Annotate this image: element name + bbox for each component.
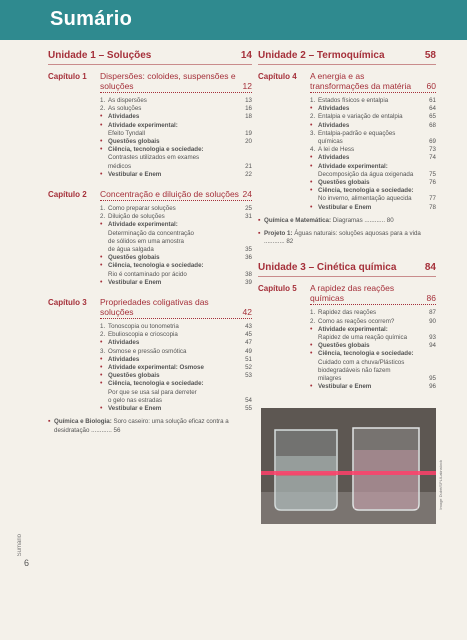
chapter-body (100, 71, 252, 179)
unit-1-chapters (48, 71, 252, 413)
subentry-page: 75 (429, 170, 436, 178)
toc-entry[interactable] (310, 326, 436, 334)
subentry-page: 19 (245, 129, 252, 137)
subentry-page: 35 (245, 246, 252, 254)
unit-3-page: 84 (424, 262, 436, 274)
toc-entry[interactable] (310, 163, 436, 171)
bullet-icon: • (310, 325, 313, 333)
extra-bold: Química e Biologia: (54, 418, 112, 426)
subentry-page: 77 (429, 195, 436, 203)
toc-subentry[interactable] (310, 359, 436, 367)
entry-page (250, 221, 252, 229)
entry-text: Questões globais (108, 254, 160, 262)
beakers-illustration (261, 408, 436, 524)
toc-left-column (48, 50, 252, 435)
extra-bold: Projeto 1: (264, 230, 293, 238)
toc-extra-quimica-matematica[interactable]: ▪ Química e Matemática: Diagramas ............ 80 (258, 216, 394, 224)
chapter-page: 42 (242, 307, 252, 318)
entry-text: Atividades (108, 355, 140, 363)
subentry-text: Por que se usa sal para derreter (108, 388, 197, 396)
entry-text: Rapidez das reações (318, 309, 377, 317)
toc-entry[interactable] (100, 122, 252, 130)
entry-text: Vestibular e Enem (108, 278, 162, 286)
entry-number: 2. (100, 331, 106, 339)
entry-number: 1. (310, 309, 316, 317)
toc-subentry[interactable] (310, 138, 436, 146)
entry-number: 3. (310, 129, 316, 137)
toc-entry[interactable] (100, 323, 252, 331)
entry-text: Atividades (108, 339, 140, 347)
unit-2-page: 58 (424, 50, 436, 61)
page-title: Sumário (50, 8, 133, 30)
entry-page: 61 (429, 97, 436, 104)
toc-entry[interactable] (310, 204, 436, 212)
toc-subentry[interactable] (100, 238, 252, 246)
entry-page: 52 (245, 364, 252, 372)
entry-page: 13 (245, 97, 252, 104)
chapter-label: Capítulo 3 (48, 298, 87, 308)
entry-page (434, 130, 436, 138)
entry-text: Ciência, tecnologia e sociedade: (318, 187, 414, 195)
entry-text: A lei de Hess (318, 146, 355, 154)
entry-page: 94 (429, 342, 436, 350)
entry-text: Tonoscopia ou tonometria (108, 323, 179, 331)
entry-page (434, 326, 436, 334)
entry-page: 47 (245, 339, 252, 347)
toc-entry[interactable] (310, 350, 436, 358)
bullet-icon: • (100, 262, 103, 270)
toc-extra-projeto-1[interactable]: ▪ Projeto 1: Águas naturais: soluções aquosas para a vida ............ 82 (258, 230, 421, 246)
subentry-page: 95 (429, 375, 436, 383)
subentry-text: Contrastes utilizados em exames (108, 154, 200, 162)
entry-number: 1. (100, 97, 106, 104)
chapter-page: 60 (426, 81, 436, 91)
entry-text: Vestibular e Enem (108, 170, 162, 178)
chapter-title: Concentração e diluição de soluções (100, 189, 239, 200)
subentry-text: de água salgada (108, 246, 154, 254)
chapter-title-link[interactable] (310, 283, 436, 305)
unit-2-label: Unidade 2 – Termoquímica (258, 50, 385, 61)
subentry-text: No inverno, alimentação aquecida (318, 195, 412, 203)
extra-page: 80 (386, 216, 394, 224)
toc-entry[interactable] (310, 179, 436, 187)
entry-page: 25 (245, 205, 252, 213)
toc-subentry[interactable] (310, 334, 436, 342)
entry-page: 87 (429, 309, 436, 317)
chapter-title: Dispersões: coloides, suspensões e soluções (100, 71, 236, 91)
entry-page: 36 (245, 254, 252, 262)
photo-credit: Image Dubè/SPL/Latinstock (438, 460, 443, 510)
entry-text: Vestibular e Enem (318, 203, 372, 211)
toc-entry[interactable] (310, 105, 436, 113)
subentry-page (250, 230, 252, 238)
entry-page: 22 (245, 170, 252, 178)
toc-entry[interactable] (100, 97, 252, 105)
entry-number: 2. (100, 105, 106, 113)
toc-entry[interactable] (310, 122, 436, 130)
subentry-text: Rio é contaminado por ácido (108, 270, 187, 278)
subentry-page: 54 (245, 396, 252, 404)
page-number: 6 (24, 558, 30, 568)
toc-entry[interactable] (310, 309, 436, 317)
bullet-icon: • (310, 203, 313, 211)
toc-entry[interactable] (100, 221, 252, 229)
entry-text: Atividade experimental: (108, 221, 178, 229)
entry-page: 78 (429, 203, 436, 211)
toc-right-column (258, 50, 436, 391)
unit-1-heading[interactable] (48, 50, 252, 65)
entry-text: As dispersões (108, 97, 147, 104)
chapter (258, 71, 436, 212)
entry-text: Atividades (318, 121, 350, 129)
entry-text: Como preparar soluções (108, 205, 176, 213)
entry-number: 1. (100, 205, 106, 213)
extra-page: 82 (286, 238, 294, 246)
chapter-label: Capítulo 5 (258, 284, 297, 294)
entry-text: Atividades (318, 105, 350, 113)
toc-subentry[interactable] (100, 389, 252, 397)
beaker-left (275, 430, 337, 510)
entry-text: Atividade experimental: (108, 121, 178, 129)
entry-number: 2. (310, 317, 316, 325)
entry-page: 96 (429, 383, 436, 391)
subentry-text: químicas (318, 138, 343, 146)
bullet-icon: • (100, 138, 103, 146)
toc-entry[interactable] (100, 213, 252, 221)
bullet-icon: • (100, 405, 103, 413)
toc-entry[interactable] (310, 342, 436, 350)
entry-number: 3. (100, 347, 106, 355)
toc-subentry[interactable] (100, 154, 252, 162)
toc-entry[interactable] (310, 318, 436, 326)
subentry-text: médicos (108, 162, 132, 170)
entry-text: Atividade experimental: (318, 162, 388, 170)
entry-text: Osmose e pressão osmótica (108, 347, 187, 355)
subentry-page (250, 389, 252, 397)
bullet-icon: • (310, 342, 313, 350)
entry-page: 20 (245, 138, 252, 146)
chapter-title-link[interactable] (100, 189, 252, 201)
subentry-text: biodegradáveis não fazem (318, 366, 391, 374)
entry-page: 65 (429, 113, 436, 121)
entry-text: Entalpia e variação de entalpia (318, 113, 403, 121)
toc-entry[interactable] (100, 205, 252, 213)
toc-subentry[interactable] (310, 195, 436, 203)
entry-text: Atividade experimental: Osmose (108, 364, 204, 372)
subentry-page: 93 (429, 334, 436, 342)
chapter-body (310, 283, 436, 391)
entry-number: 2. (310, 113, 316, 121)
toc-entry[interactable] (310, 97, 436, 105)
entry-text: Ciência, tecnologia e sociedade: (108, 146, 204, 154)
entry-page (434, 187, 436, 195)
bullet-icon: • (100, 355, 103, 363)
toc-entry[interactable] (100, 262, 252, 270)
chapter (258, 283, 436, 391)
bullet-icon: • (310, 179, 313, 187)
beakers-photo (261, 408, 436, 524)
entry-text: Atividades (108, 113, 140, 121)
toc-entry[interactable] (100, 331, 252, 339)
entry-page (434, 163, 436, 171)
entry-page: 31 (245, 213, 252, 221)
entry-number: 1. (310, 97, 316, 104)
bullet-icon: ▪ (258, 216, 261, 224)
subentry-text: de sólidos em uma amostra (108, 237, 185, 245)
subentry-page (250, 154, 252, 162)
toc-entry[interactable] (100, 405, 252, 413)
chapter-title-link[interactable] (100, 71, 252, 93)
extra-text: Diagramas (331, 216, 363, 224)
extra-bold: Química e Matemática: (264, 216, 332, 224)
toc-entry[interactable] (310, 113, 436, 121)
entry-page: 18 (245, 113, 252, 121)
unit-1-label: Unidade 1 – Soluções (48, 50, 152, 61)
chapter-body (310, 71, 436, 212)
entry-page (250, 262, 252, 270)
header-banner (0, 0, 467, 40)
subentry-text: Determinação da concentração (108, 229, 194, 237)
entry-text: Questões globais (108, 138, 160, 146)
subentry-page: 21 (245, 162, 252, 170)
toc-entry[interactable] (310, 130, 436, 138)
unit-3-label: Unidade 3 – Cinética química (258, 262, 397, 274)
entry-text: Ciência, tecnologia e sociedade: (318, 350, 414, 358)
entry-page: 16 (245, 105, 252, 113)
subentry-page: 38 (245, 270, 252, 278)
toc-subentry[interactable] (100, 230, 252, 238)
toc-subentry[interactable] (310, 375, 436, 383)
bullet-icon: • (310, 187, 313, 195)
entry-page: 68 (429, 121, 436, 129)
toc-entry[interactable] (310, 154, 436, 162)
entry-page: 55 (245, 405, 252, 413)
chapter-page: 86 (426, 293, 436, 304)
chapter-label: Capítulo 1 (48, 72, 87, 81)
bullet-icon: • (310, 383, 313, 391)
chapter-title-link[interactable] (100, 297, 252, 319)
entry-text: Vestibular e Enem (318, 383, 372, 391)
entry-text: Diluição de soluções (108, 213, 165, 221)
toc-extra-quimica-biologia[interactable]: ▪ Química e Biologia: Soro caseiro: uma solução eficaz contra a desidratação ............ 56 (48, 418, 229, 434)
bullet-icon: • (310, 350, 313, 358)
entry-page: 76 (429, 179, 436, 187)
toc-subentry[interactable] (100, 246, 252, 254)
toc-subentry[interactable] (100, 130, 252, 138)
subentry-text: Cuidado com a chuva/Plásticos (318, 358, 405, 366)
bullet-icon: • (100, 221, 103, 229)
toc-entry[interactable] (100, 146, 252, 154)
entry-text: Ebulioscopia e crioscopia (108, 331, 178, 339)
entry-page: 74 (429, 154, 436, 162)
bullet-icon: • (100, 121, 103, 129)
subentry-page: 69 (429, 138, 436, 146)
subentry-page (434, 367, 436, 375)
bullet-icon: • (100, 278, 103, 286)
subentry-text: milagres (318, 375, 342, 383)
chapter-body (100, 297, 252, 413)
bullet-icon: • (100, 113, 103, 121)
chapter-label: Capítulo 4 (258, 72, 297, 81)
chapter-page: 24 (242, 189, 252, 200)
toc-subentry[interactable] (310, 171, 436, 179)
chapter-body (100, 189, 252, 287)
subentry-text: Rapidez de uma reação química (318, 334, 408, 342)
entry-text: Vestibular e Enem (108, 405, 162, 413)
entry-page: 51 (245, 355, 252, 363)
toc-entry[interactable] (100, 138, 252, 146)
subentry-text: Efeito Tyndall (108, 129, 146, 137)
entry-number: 4. (310, 146, 316, 154)
entry-text: Questões globais (108, 372, 160, 380)
chapter-page: 12 (242, 81, 252, 91)
extra-text: Águas naturais: soluções aquosas para a vida (292, 230, 421, 238)
subentry-page (250, 238, 252, 246)
chapter-title: A energia e as transformações da matéria (310, 71, 412, 91)
toc-entry[interactable] (100, 364, 252, 372)
unit-1-page: 14 (240, 50, 252, 61)
bullet-icon: • (310, 154, 313, 162)
sidebar-label: Sumário (17, 534, 23, 557)
bullet-icon: • (310, 162, 313, 170)
entry-text: As soluções (108, 105, 142, 113)
chapter-title: A rapidez das reações químicas (310, 283, 395, 304)
entry-number: 1. (100, 323, 106, 331)
bullet-icon: • (100, 380, 103, 388)
entry-text: Como as reações ocorrem? (318, 317, 395, 325)
toc-entry[interactable] (310, 146, 436, 154)
unit-3-heading[interactable] (258, 262, 436, 277)
toc-entry[interactable] (310, 383, 436, 391)
entry-page (250, 380, 252, 388)
entry-text: Questões globais (318, 342, 370, 350)
chapter (48, 297, 252, 413)
toc-entry[interactable] (100, 356, 252, 364)
bullet-icon: • (100, 364, 103, 372)
toc-entry[interactable] (100, 113, 252, 121)
bullet-icon: ▪ (48, 418, 51, 426)
bullet-icon: • (310, 105, 313, 113)
extra-text: Soro caseiro: uma solução eficaz contra a desidratação (54, 418, 229, 434)
toc-entry[interactable] (100, 105, 252, 113)
toc-subentry[interactable] (310, 367, 436, 375)
entry-text: Entalpia-padrão e equações (318, 129, 396, 137)
entry-text: Ciência, tecnologia e sociedade: (108, 262, 204, 270)
entry-page (250, 122, 252, 130)
toc-entry[interactable] (100, 380, 252, 388)
bullet-icon: • (100, 339, 103, 347)
toc-entry[interactable] (100, 279, 252, 287)
unit-3-chapters (258, 283, 436, 391)
entry-page: 53 (245, 372, 252, 380)
unit-2-heading[interactable] (258, 50, 436, 65)
entry-number: 2. (100, 213, 106, 221)
toc-entry[interactable] (100, 348, 252, 356)
subentry-text: o gelo nas estradas (108, 396, 163, 404)
bullet-icon: • (310, 121, 313, 129)
toc-subentry[interactable] (100, 271, 252, 279)
chapter-label: Capítulo 2 (48, 190, 87, 200)
toc-entry[interactable] (310, 187, 436, 195)
entry-page: 73 (429, 146, 436, 154)
entry-page (434, 350, 436, 358)
toc-entry[interactable] (100, 339, 252, 347)
chapter (48, 189, 252, 287)
unit-2-chapters (258, 71, 436, 212)
bullet-icon: • (100, 170, 103, 178)
toc-entry[interactable] (100, 254, 252, 262)
entry-page: 45 (245, 331, 252, 339)
entry-page: 49 (245, 347, 252, 355)
entry-text: Estados físicos e entalpia (318, 97, 389, 104)
chapter-title-link[interactable] (310, 71, 436, 93)
chapter-title: Propriedades coligativas das soluções (100, 297, 209, 318)
bullet-icon: • (100, 254, 103, 262)
entry-page (250, 146, 252, 154)
toc-subentry[interactable] (100, 163, 252, 171)
bullet-icon: • (100, 146, 103, 154)
entry-text: Atividades (318, 154, 350, 162)
subentry-text: Decomposição da água oxigenada (318, 170, 414, 178)
entry-text: Ciência, tecnologia e sociedade: (108, 380, 204, 388)
entry-page: 39 (245, 278, 252, 286)
toc-entry[interactable] (100, 372, 252, 380)
entry-text: Questões globais (318, 179, 370, 187)
toc-entry[interactable] (100, 171, 252, 179)
chapter (48, 71, 252, 179)
entry-page: 90 (429, 317, 436, 325)
toc-subentry[interactable] (100, 397, 252, 405)
entry-page: 64 (429, 105, 436, 113)
subentry-page (434, 359, 436, 367)
bullet-icon: • (100, 372, 103, 380)
bullet-icon: ▪ (258, 230, 261, 238)
entry-page: 43 (245, 323, 252, 331)
extra-page: 56 (113, 426, 121, 434)
entry-text: Atividade experimental: (318, 325, 388, 333)
